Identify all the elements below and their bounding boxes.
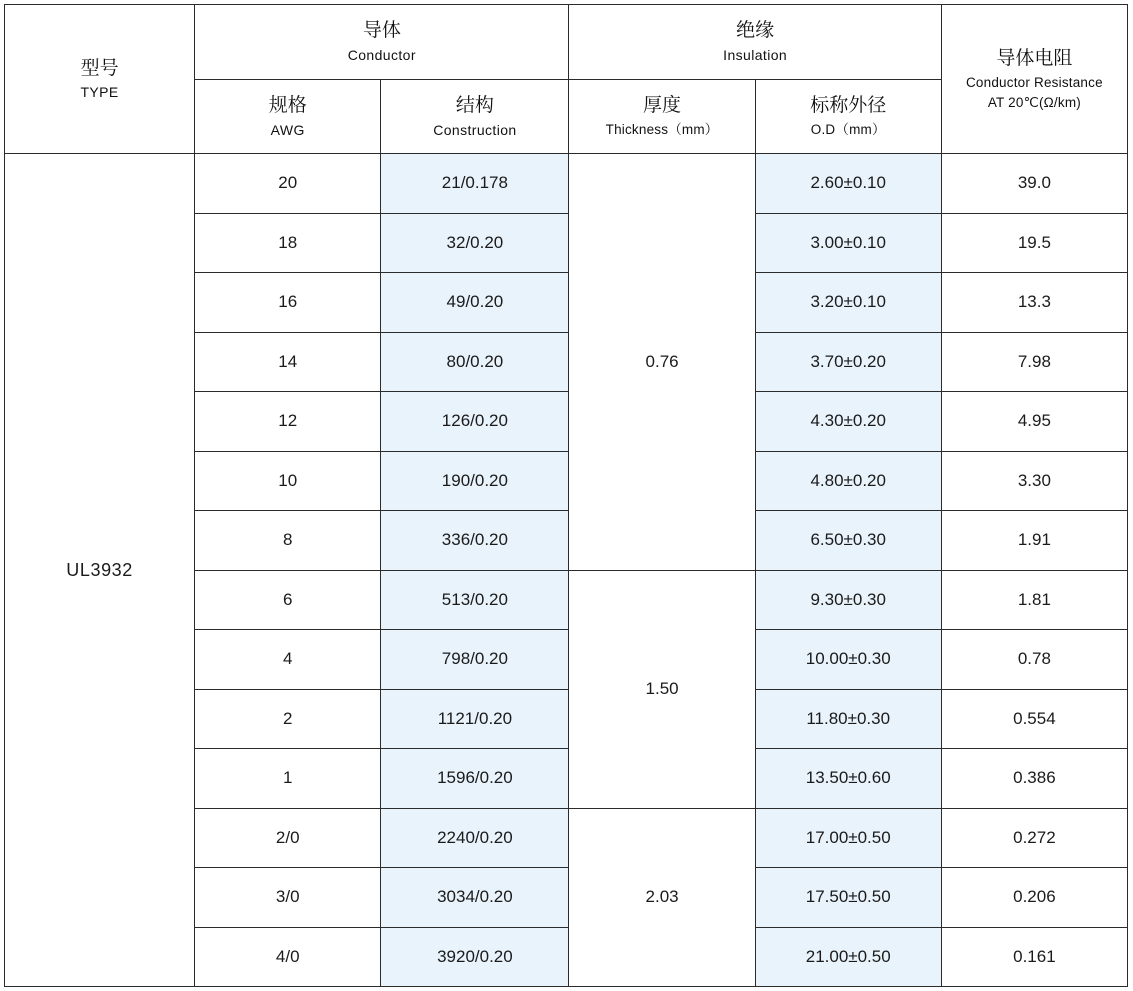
cell-od: 10.00±0.30 xyxy=(755,630,941,690)
cell-awg: 14 xyxy=(195,332,381,392)
header-od-en: O.D（mm） xyxy=(810,121,886,137)
cell-resistance: 13.3 xyxy=(941,273,1127,333)
cell-od: 13.50±0.60 xyxy=(755,749,941,809)
cell-construction: 190/0.20 xyxy=(381,451,569,511)
header-thickness xyxy=(569,79,755,154)
cell-resistance: 7.98 xyxy=(941,332,1127,392)
cell-od: 3.70±0.20 xyxy=(755,332,941,392)
header-od-cn: 标称外径 xyxy=(810,95,887,117)
cell-awg: 18 xyxy=(195,213,381,273)
cell-od: 3.20±0.10 xyxy=(755,273,941,333)
cell-od: 21.00±0.50 xyxy=(755,927,941,987)
cell-od: 2.60±0.10 xyxy=(755,154,941,214)
cell-resistance: 0.161 xyxy=(941,927,1127,987)
cell-awg: 3/0 xyxy=(195,868,381,928)
cell-awg: 10 xyxy=(195,451,381,511)
table-row xyxy=(5,154,1128,214)
cell-awg: 16 xyxy=(195,273,381,333)
header-row-top xyxy=(5,5,1128,80)
header-insulation-group xyxy=(569,5,941,80)
header-awg xyxy=(195,79,381,154)
header-conductor-group-en: Conductor xyxy=(347,47,416,64)
header-awg-en: AWG xyxy=(270,121,305,138)
header-insulation-group-cn: 绝缘 xyxy=(736,20,775,42)
header-resistance-cn: 导体电阻 xyxy=(996,47,1073,69)
cell-resistance: 0.386 xyxy=(941,749,1127,809)
cell-od: 6.50±0.30 xyxy=(755,511,941,571)
cell-construction: 1596/0.20 xyxy=(381,749,569,809)
header-type-cn: 型号 xyxy=(80,57,119,79)
cell-construction: 2240/0.20 xyxy=(381,808,569,868)
header-resistance-en: Conductor Resistance xyxy=(965,74,1103,90)
header-insulation-group-en: Insulation xyxy=(723,47,788,64)
cell-awg: 4/0 xyxy=(195,927,381,987)
cell-resistance: 0.78 xyxy=(941,630,1127,690)
cell-od: 17.50±0.50 xyxy=(755,868,941,928)
header-type xyxy=(5,5,195,154)
cell-resistance: 1.91 xyxy=(941,511,1127,571)
header-construction xyxy=(381,79,569,154)
header-type-en: TYPE xyxy=(80,84,119,101)
cell-resistance: 4.95 xyxy=(941,392,1127,452)
cell-od: 3.00±0.10 xyxy=(755,213,941,273)
header-conductor-group-cn: 导体 xyxy=(362,20,401,42)
cell-resistance: 0.206 xyxy=(941,868,1127,928)
cell-resistance: 0.554 xyxy=(941,689,1127,749)
header-resistance-en2: AT 20℃(Ω/km) xyxy=(987,94,1081,110)
cell-construction: 21/0.178 xyxy=(381,154,569,214)
header-thickness-cn: 厚度 xyxy=(643,95,682,117)
cell-construction: 798/0.20 xyxy=(381,630,569,690)
cell-construction: 513/0.20 xyxy=(381,570,569,630)
cell-od: 17.00±0.50 xyxy=(755,808,941,868)
header-construction-en: Construction xyxy=(433,121,517,138)
cell-awg: 2 xyxy=(195,689,381,749)
cell-od: 11.80±0.30 xyxy=(755,689,941,749)
cell-type-value: UL3932 xyxy=(5,154,195,987)
cell-awg: 8 xyxy=(195,511,381,571)
cell-construction: 126/0.20 xyxy=(381,392,569,452)
cell-awg: 12 xyxy=(195,392,381,452)
cell-resistance: 0.272 xyxy=(941,808,1127,868)
cell-awg: 6 xyxy=(195,570,381,630)
cell-awg: 20 xyxy=(195,154,381,214)
cell-resistance: 1.81 xyxy=(941,570,1127,630)
cell-construction: 80/0.20 xyxy=(381,332,569,392)
header-thickness-en: Thickness（mm） xyxy=(605,121,719,137)
cell-construction: 1121/0.20 xyxy=(381,689,569,749)
cell-od: 4.80±0.20 xyxy=(755,451,941,511)
cell-awg: 2/0 xyxy=(195,808,381,868)
header-conductor-group xyxy=(195,5,569,80)
cell-od: 9.30±0.30 xyxy=(755,570,941,630)
header-awg-cn: 规格 xyxy=(268,94,307,116)
header-resistance xyxy=(941,5,1127,154)
cell-awg: 1 xyxy=(195,749,381,809)
cell-resistance: 19.5 xyxy=(941,213,1127,273)
cell-construction: 49/0.20 xyxy=(381,273,569,333)
header-construction-cn: 结构 xyxy=(455,94,494,116)
cell-construction: 32/0.20 xyxy=(381,213,569,273)
cell-thickness: 0.76 xyxy=(569,154,755,571)
cable-specification-table xyxy=(4,4,1128,987)
cell-thickness: 1.50 xyxy=(569,570,755,808)
header-od xyxy=(755,79,941,154)
cell-od: 4.30±0.20 xyxy=(755,392,941,452)
cell-resistance: 3.30 xyxy=(941,451,1127,511)
cell-construction: 3920/0.20 xyxy=(381,927,569,987)
cell-thickness: 2.03 xyxy=(569,808,755,987)
cell-resistance: 39.0 xyxy=(941,154,1127,214)
cell-awg: 4 xyxy=(195,630,381,690)
cell-construction: 3034/0.20 xyxy=(381,868,569,928)
cell-construction: 336/0.20 xyxy=(381,511,569,571)
